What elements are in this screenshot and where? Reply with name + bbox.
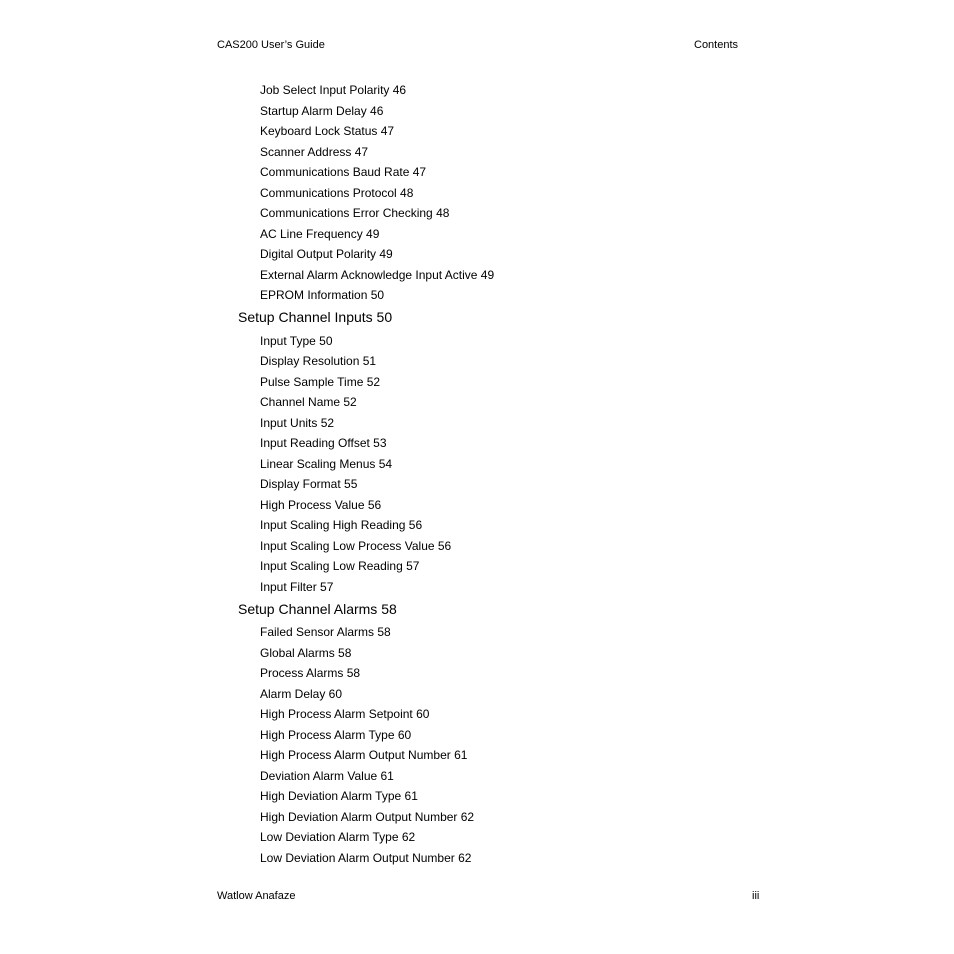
- toc-entry[interactable]: High Process Alarm Output Number 61: [260, 748, 468, 762]
- toc-entry[interactable]: Display Resolution 51: [260, 354, 377, 368]
- toc-entry[interactable]: Startup Alarm Delay 46: [260, 104, 384, 118]
- toc-entry[interactable]: Deviation Alarm Value 61: [260, 769, 394, 783]
- running-footer-publisher: Watlow Anafaze: [217, 890, 296, 902]
- toc-entry[interactable]: EPROM Information 50: [260, 288, 385, 302]
- toc-entry[interactable]: Channel Name 52: [260, 395, 357, 409]
- toc-entry[interactable]: AC Line Frequency 49: [260, 227, 380, 241]
- toc-entry[interactable]: Display Format 55: [260, 477, 358, 491]
- toc-entry[interactable]: Keyboard Lock Status 47: [260, 124, 395, 138]
- toc-entry[interactable]: Low Deviation Alarm Output Number 62: [260, 851, 472, 865]
- toc-entry[interactable]: Communications Protocol 48: [260, 186, 414, 200]
- toc-entry[interactable]: High Deviation Alarm Output Number 62: [260, 810, 475, 824]
- page-number: iii: [752, 890, 760, 902]
- toc-entry[interactable]: Process Alarms 58: [260, 666, 361, 680]
- toc-entry[interactable]: Communications Error Checking 48: [260, 206, 450, 220]
- toc-entry[interactable]: Global Alarms 58: [260, 646, 352, 660]
- toc-section-heading[interactable]: Setup Channel Inputs 50: [238, 309, 393, 325]
- toc-entry[interactable]: Input Type 50: [260, 334, 333, 348]
- toc-entry[interactable]: Input Filter 57: [260, 580, 334, 594]
- toc-section-heading[interactable]: Setup Channel Alarms 58: [238, 601, 397, 617]
- toc-entry[interactable]: Input Scaling Low Process Value 56: [260, 539, 452, 553]
- toc-entry[interactable]: Failed Sensor Alarms 58: [260, 625, 391, 639]
- toc-entry[interactable]: External Alarm Acknowledge Input Active 49: [260, 268, 495, 282]
- toc-entry[interactable]: Job Select Input Polarity 46: [260, 83, 407, 97]
- toc-entry[interactable]: High Process Alarm Type 60: [260, 728, 412, 742]
- toc-entry[interactable]: Input Reading Offset 53: [260, 436, 387, 450]
- running-header-section: Contents: [694, 39, 739, 51]
- toc-entry[interactable]: Linear Scaling Menus 54: [260, 457, 393, 471]
- toc-entry[interactable]: Input Units 52: [260, 416, 335, 430]
- toc-entry[interactable]: Digital Output Polarity 49: [260, 247, 393, 261]
- toc-entry[interactable]: Input Scaling High Reading 56: [260, 518, 423, 532]
- running-header-title: CAS200 User’s Guide: [217, 39, 325, 51]
- toc-entry[interactable]: High Deviation Alarm Type 61: [260, 789, 418, 803]
- toc-entry[interactable]: Low Deviation Alarm Type 62: [260, 830, 416, 844]
- toc-entry[interactable]: Pulse Sample Time 52: [260, 375, 381, 389]
- toc-entry[interactable]: Alarm Delay 60: [260, 687, 343, 701]
- toc-entry[interactable]: Communications Baud Rate 47: [260, 165, 427, 179]
- toc-entry[interactable]: Input Scaling Low Reading 57: [260, 559, 420, 573]
- toc-entry[interactable]: High Process Alarm Setpoint 60: [260, 707, 430, 721]
- toc-entry[interactable]: Scanner Address 47: [260, 145, 369, 159]
- toc-entry[interactable]: High Process Value 56: [260, 498, 382, 512]
